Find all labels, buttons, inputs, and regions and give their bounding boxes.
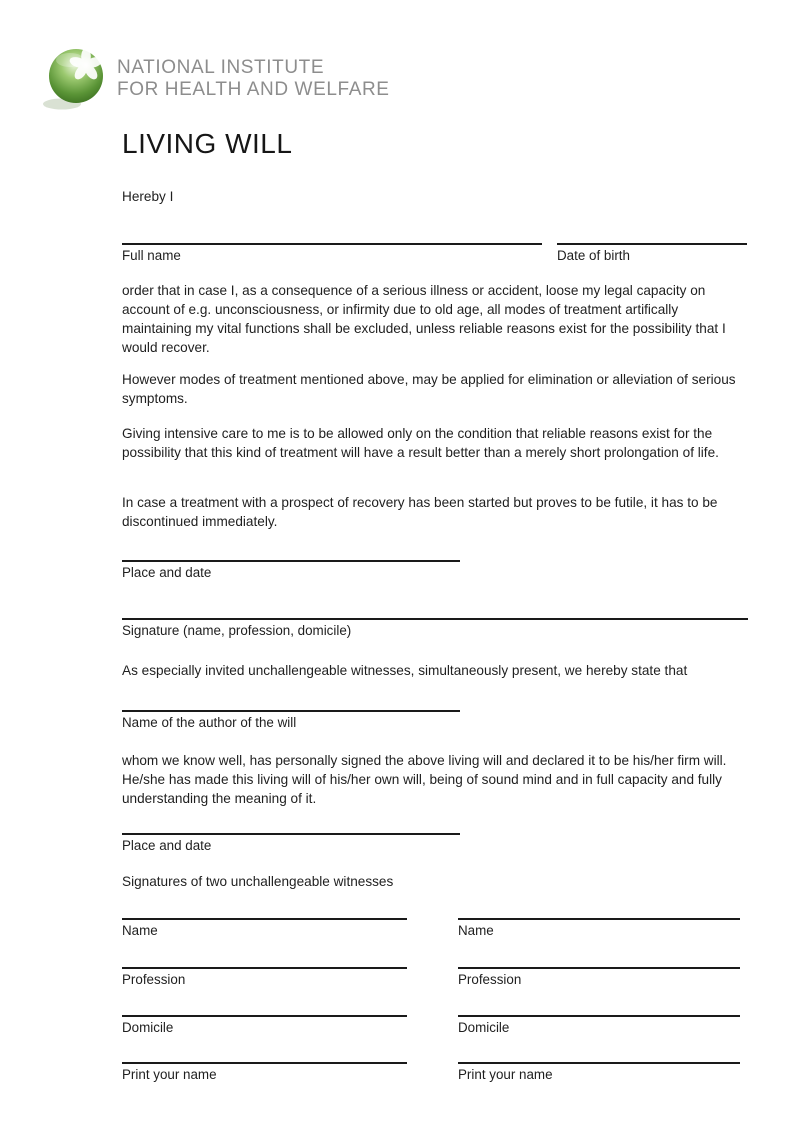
logo-text-line1: NATIONAL INSTITUTE bbox=[117, 57, 325, 78]
place-and-date-field bbox=[122, 560, 460, 580]
paragraph-futile-treatment-clause: In case a treatment with a prospect of recovery has been started but proves to be futile, it has to be discontinued immediately. bbox=[122, 495, 718, 529]
witness1-domicile-field-label: Domicile bbox=[122, 1020, 174, 1035]
witness2-print-name-field bbox=[458, 1062, 740, 1082]
witness1-domicile-field bbox=[122, 1015, 407, 1035]
witness2-name-field bbox=[458, 918, 740, 938]
witness2-profession-field-label: Profession bbox=[458, 972, 522, 987]
logo-text bbox=[117, 57, 390, 101]
witness-place-and-date-field-label: Place and date bbox=[122, 838, 212, 853]
signature-field-label: Signature (name, profession, domicile) bbox=[122, 623, 352, 638]
witness-signatures-heading: Signatures of two unchallengeable witnesses bbox=[122, 874, 394, 889]
full-name-field bbox=[122, 243, 542, 263]
witness1-name-field bbox=[122, 918, 407, 938]
witness2-profession-field bbox=[458, 967, 740, 987]
intro-text: Hereby I bbox=[122, 189, 174, 204]
globe-flower-icon bbox=[42, 44, 110, 112]
witness1-profession-field bbox=[122, 967, 407, 987]
witness1-print-name-field-label: Print your name bbox=[122, 1067, 217, 1082]
witness1-print-name-field bbox=[122, 1062, 407, 1082]
date-of-birth-field bbox=[557, 243, 747, 263]
witness1-profession-field-label: Profession bbox=[122, 972, 186, 987]
signature-field bbox=[122, 618, 748, 638]
logo-text-line2: FOR HEALTH AND WELFARE bbox=[117, 79, 390, 100]
paragraph-however-clause: However modes of treatment mentioned above, may be applied for elimination or alleviation of serious symptoms. bbox=[122, 372, 736, 406]
witness2-name-field-label: Name bbox=[458, 923, 494, 938]
author-name-field bbox=[122, 710, 460, 730]
thl-logo bbox=[42, 44, 390, 112]
full-name-field-label: Full name bbox=[122, 248, 181, 263]
witness2-print-name-field-label: Print your name bbox=[458, 1067, 553, 1082]
place-and-date-field-label: Place and date bbox=[122, 565, 212, 580]
witness2-domicile-field bbox=[458, 1015, 740, 1035]
witness-place-and-date-field bbox=[122, 833, 460, 853]
paragraph-order-clause: order that in case I, as a consequence of a serious illness or accident, loose my legal capacity on account of e.g. unconsciousness, or infirmity due to old age, all modes of treatment artifically maintaining my vital functions shall be excluded, unless reliable reasons exist for the possibility that I would recover. bbox=[122, 283, 726, 355]
paragraph-witness-statement: whom we know well, has personally signed the above living will and declared it to be his/her firm will. He/she has made this living will of his/her own will, being of sound mind and in full capacity and fully understanding the meaning of it. bbox=[122, 753, 727, 806]
witness1-name-field-label: Name bbox=[122, 923, 158, 938]
paragraph-witness-intro: As especially invited unchallengeable witnesses, simultaneously present, we hereby state that bbox=[122, 663, 688, 678]
name-dob-row bbox=[122, 243, 750, 263]
author-name-field-label: Name of the author of the will bbox=[122, 715, 297, 730]
page-title: LIVING WILL bbox=[122, 128, 293, 159]
date-of-birth-field-label: Date of birth bbox=[557, 248, 630, 263]
witness2-domicile-field-label: Domicile bbox=[458, 1020, 510, 1035]
paragraph-intensive-care-clause: Giving intensive care to me is to be allowed only on the condition that reliable reasons exist for the possibility that this kind of treatment will have a result better than a merely short prolongation of life. bbox=[122, 426, 719, 460]
